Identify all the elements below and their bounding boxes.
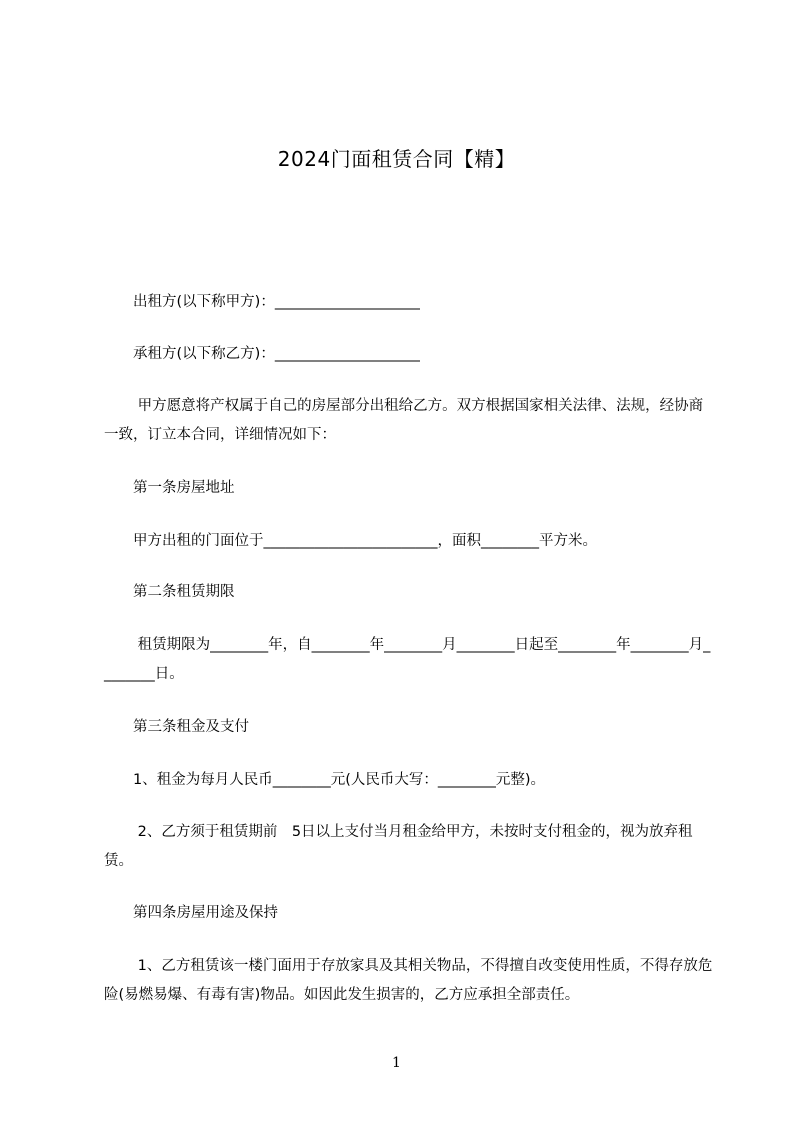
article-4-item-1: 1、乙方租赁该一楼门面用于存放家具及其相关物品，不得擅自改变使用性质，不得存放危险(易燃易爆、有毒有害)物品。如因此发生损害的，乙方应承担全部责任。 xyxy=(104,958,713,1003)
article-3-item-2: 2、乙方须于租赁期前 5日以上支付当月租金给甲方，未按时支付租金的，视为放弃租赁。 xyxy=(104,824,693,869)
page-number: 1 xyxy=(392,1055,401,1071)
article-3-item-1: 1、租金为每月人民币________元(人民币大写：________元整)。 xyxy=(104,772,546,788)
document-title: 2024门面租赁合同【精】 xyxy=(277,147,516,171)
lessor-line: 出租方(以下称甲方)：____________________ xyxy=(104,294,420,310)
article-1-body: 甲方出租的门面位于________________________，面积________平方米。 xyxy=(104,533,597,549)
intro-paragraph: 甲方愿意将产权属于自己的房屋部分出租给乙方。双方根据国家相关法律、法规，经协商一致，订立本合同，详细情况如下： xyxy=(104,398,704,443)
lessee-line: 承租方(以下称乙方)：____________________ xyxy=(104,346,420,362)
article-3-heading: 第三条租金及支付 xyxy=(104,719,249,735)
article-4-heading: 第四条房屋用途及保持 xyxy=(104,905,278,921)
article-2-body: 租赁期限为________年，自________年________月________日起至________年________月________日。 xyxy=(104,637,711,682)
article-1-heading: 第一条房屋地址 xyxy=(104,480,235,496)
article-2-heading: 第二条租赁期限 xyxy=(104,584,235,600)
